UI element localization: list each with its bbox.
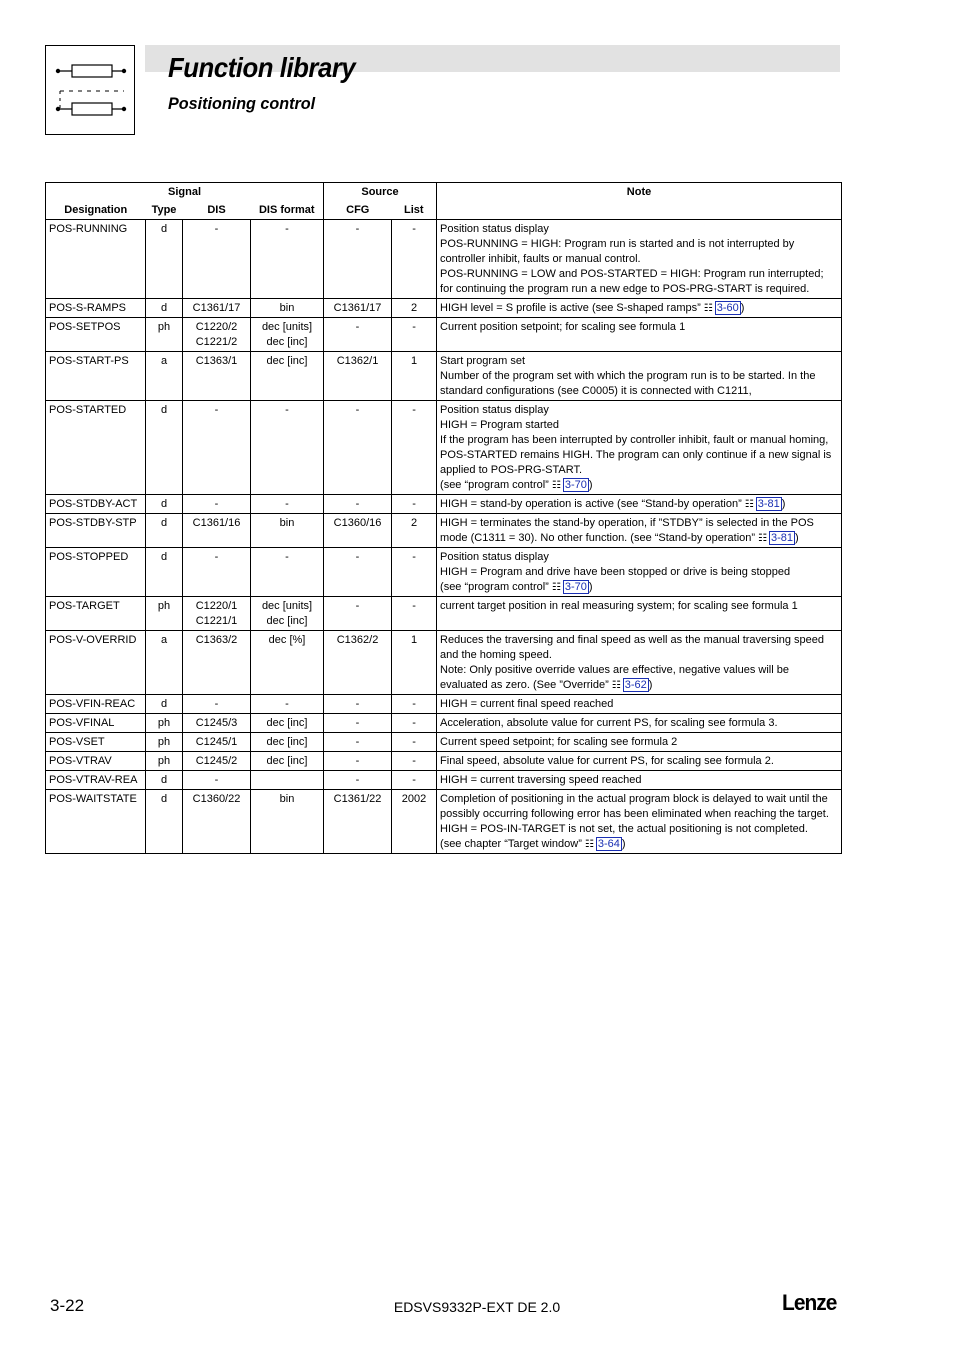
designation-cell: POS-VFIN-REAC [46,695,146,714]
dis-header: DIS [183,201,251,220]
list-cell: - [392,548,437,597]
function-block-icon [46,46,134,134]
cfg-cell: - [324,401,392,495]
dis-format-cell: dec [inc] [251,714,324,733]
dis-format-cell: dec [units] dec [inc] [251,318,324,352]
note-text: Acceleration, absolute value for current PS, for scaling see formula 3. [440,717,778,729]
cfg-cell: - [324,695,392,714]
list-cell: 1 [392,631,437,695]
cfg-cell: - [324,597,392,631]
table-row [46,352,842,401]
table-row [46,714,842,733]
table-row [46,318,842,352]
note-text: Current speed setpoint; for scaling see formula 2 [440,736,678,748]
table-row [46,220,842,299]
group-header-row [46,183,842,202]
designation-header: Designation [46,201,146,220]
note-cell [437,495,842,514]
type-cell: d [146,771,183,790]
page-reference-link[interactable]: 3-81 [757,498,780,510]
dis-cell: - [183,495,251,514]
cfg-cell: - [324,548,392,597]
page-reference-link[interactable]: 3-70 [564,479,587,491]
list-cell: - [392,752,437,771]
table-row [46,790,842,854]
note-cell [437,548,842,597]
cfg-cell: - [324,733,392,752]
book-icon: ☷ [551,480,561,491]
reference-suffix: ) [648,679,653,691]
cfg-cell: C1361/17 [324,299,392,318]
designation-cell: POS-STDBY-ACT [46,495,146,514]
list-cell: - [392,733,437,752]
note-text: Current position setpoint; for scaling see formula 1 [440,321,686,333]
note-text: HIGH = terminates the stand-by operation, if ”STDBY” is selected in the POS mode (C1311 = 30). No other function. (see “Stand-by operation” [440,517,814,544]
note-cell [437,597,842,631]
page-title: Function library [168,52,356,83]
note-text: Position status display HIGH = Program started If the program has been interrupted by controller inhibit, fault or manual homing, POS-STARTED remains HIGH. The program can only continue if a new signal is applied to POS-PRG-START. (see “program control” [440,404,832,491]
list-cell: - [392,597,437,631]
dis-cell: - [183,401,251,495]
type-cell: d [146,548,183,597]
dis-cell: C1220/1 C1221/1 [183,597,251,631]
table-row [46,733,842,752]
list-cell: - [392,771,437,790]
type-cell: a [146,352,183,401]
note-text: Position status display POS-RUNNING = HIGH: Program run is started and is not interrupted by controller inhibit, faults or manual control. POS-RUNNING = LOW and POS-STARTED = HIGH: Program run interrupted; for continuing the program run a new edge to POS-PRG-START is required. [440,223,824,295]
page-number: 3-22 [50,1296,85,1315]
designation-cell: POS-RUNNING [46,220,146,299]
note-cell [437,220,842,299]
dis-format-cell: bin [251,514,324,548]
type-cell: ph [146,733,183,752]
table-row [46,631,842,695]
note-text: HIGH = current final speed reached [440,698,614,710]
note-text: Completion of positioning in the actual program block is delayed to wait until the possibly occurring following error has been eliminated when reaching the target. HIGH = POS-IN-TARGET is not set, the actual positioning is not completed. (see chapter “Target window” [440,793,829,850]
type-cell: d [146,220,183,299]
reference-suffix: ) [621,838,626,850]
table-row [46,495,842,514]
page-reference-link[interactable]: 3-62 [624,679,647,691]
type-cell: ph [146,318,183,352]
list-cell: 2 [392,299,437,318]
note-cell [437,514,842,548]
dis-cell: C1220/2 C1221/2 [183,318,251,352]
list-cell: 1 [392,352,437,401]
dis-cell: C1360/22 [183,790,251,854]
cfg-cell: C1362/1 [324,352,392,401]
note-cell [437,733,842,752]
note-cell [437,352,842,401]
note-cell [437,318,842,352]
signal-group-header: Signal [46,183,324,202]
note-cell [437,631,842,695]
reference-suffix: ) [795,532,799,544]
page-reference-link[interactable]: 3-70 [564,581,587,593]
dis-format-cell: - [251,695,324,714]
dis-cell: C1245/3 [183,714,251,733]
type-cell: ph [146,597,183,631]
reference-suffix: ) [588,581,593,593]
dis-format-cell: dec [units] dec [inc] [251,597,324,631]
table-body [46,220,842,854]
list-cell: - [392,220,437,299]
note-header: Note [437,183,842,220]
dis-cell: C1363/1 [183,352,251,401]
dis-cell: - [183,548,251,597]
dis-format-cell: - [251,495,324,514]
note-cell [437,752,842,771]
dis-format-header: DIS format [251,201,324,220]
list-cell: - [392,695,437,714]
cfg-cell: - [324,220,392,299]
cfg-cell: - [324,771,392,790]
designation-cell: POS-V-OVERRID [46,631,146,695]
table-row [46,752,842,771]
table-row [46,401,842,495]
reference-suffix: ) [588,479,593,491]
note-cell [437,695,842,714]
list-cell: - [392,401,437,495]
designation-cell: POS-VTRAV [46,752,146,771]
note-cell [437,790,842,854]
source-group-header: Source [324,183,437,202]
dis-cell: C1245/2 [183,752,251,771]
dis-format-cell: bin [251,790,324,854]
dis-format-cell: dec [inc] [251,352,324,401]
document-id: EDSVS9332P-EXT DE 2.0 [393,1299,561,1315]
table-row [46,299,842,318]
type-cell: d [146,401,183,495]
dis-format-cell: - [251,548,324,597]
list-cell: 2002 [392,790,437,854]
note-text: Position status display HIGH = Program and drive have been stopped or drive is being stopped (see “program control” [440,551,791,593]
dis-cell: C1245/1 [183,733,251,752]
cfg-cell: C1360/16 [324,514,392,548]
note-text: HIGH = stand-by operation is active (see “Stand-by operation” [440,498,742,510]
type-cell: ph [146,752,183,771]
designation-cell: POS-STARTED [46,401,146,495]
note-text: Final speed, absolute value for current PS, for scaling see formula 2. [440,755,774,767]
table-row [46,548,842,597]
note-text: HIGH level = S profile is active (see S-shaped ramps” [440,302,701,314]
type-cell: d [146,495,183,514]
chapter-icon-box [45,45,135,135]
note-text: current target position in real measuring system; for scaling see formula 1 [440,600,798,612]
cfg-cell: C1361/22 [324,790,392,854]
brand-logo: Lenze [782,1290,837,1315]
signal-table [45,182,842,854]
table-row [46,771,842,790]
dis-cell: - [183,220,251,299]
page-reference-link[interactable]: 3-64 [597,838,620,850]
note-cell [437,714,842,733]
designation-cell: POS-VTRAV-REA [46,771,146,790]
dis-format-cell: - [251,220,324,299]
list-cell: 2 [392,514,437,548]
dis-cell: C1361/16 [183,514,251,548]
note-text: Start program set Number of the program set with which the program run is to be started. In the standard configurations (see C0005) it is connected with C1211, [440,355,816,397]
dis-format-cell: - [251,401,324,495]
cfg-cell: - [324,714,392,733]
reference-suffix: ) [740,302,745,314]
book-icon: ☷ [611,680,621,691]
table-row [46,597,842,631]
dis-cell: - [183,695,251,714]
note-cell [437,299,842,318]
dis-cell: C1363/2 [183,631,251,695]
dis-format-cell: dec [inc] [251,752,324,771]
note-cell [437,401,842,495]
book-icon: ☷ [551,582,561,593]
cfg-header: CFG [324,201,392,220]
book-icon: ☷ [744,499,754,510]
cfg-cell: - [324,318,392,352]
type-cell: d [146,695,183,714]
type-cell: a [146,631,183,695]
designation-cell: POS-STOPPED [46,548,146,597]
note-cell [437,771,842,790]
type-cell: ph [146,714,183,733]
dis-cell: C1361/17 [183,299,251,318]
list-cell: - [392,714,437,733]
type-cell: d [146,299,183,318]
book-icon: ☷ [758,533,767,544]
reference-suffix: ) [781,498,786,510]
designation-cell: POS-TARGET [46,597,146,631]
type-header: Type [146,201,183,220]
cfg-cell: - [324,752,392,771]
table-row [46,695,842,714]
designation-cell: POS-VFINAL [46,714,146,733]
designation-cell: POS-VSET [46,733,146,752]
page-reference-link[interactable]: 3-81 [771,532,794,544]
designation-cell: POS-START-PS [46,352,146,401]
dis-format-cell: bin [251,299,324,318]
dis-format-cell: dec [%] [251,631,324,695]
book-icon: ☷ [584,839,594,850]
table-row [46,514,842,548]
designation-cell: POS-S-RAMPS [46,299,146,318]
type-cell: d [146,790,183,854]
page-subtitle: Positioning control [168,94,316,113]
note-text: Reduces the traversing and final speed as well as the manual traversing speed and the homing speed. Note: Only positive override values are effective, negative values will be evaluated as zero. (See ”Override” [440,634,825,691]
book-icon: ☷ [703,303,713,314]
list-cell: - [392,495,437,514]
page-reference-link[interactable]: 3-60 [716,302,739,314]
dis-format-cell: dec [inc] [251,733,324,752]
list-header: List [392,201,437,220]
dis-cell: - [183,771,251,790]
designation-cell: POS-WAITSTATE [46,790,146,854]
note-text: HIGH = current traversing speed reached [440,774,642,786]
designation-cell: POS-SETPOS [46,318,146,352]
list-cell: - [392,318,437,352]
dis-format-cell [251,771,324,790]
cfg-cell: - [324,495,392,514]
type-cell: d [146,514,183,548]
designation-cell: POS-STDBY-STP [46,514,146,548]
cfg-cell: C1362/2 [324,631,392,695]
